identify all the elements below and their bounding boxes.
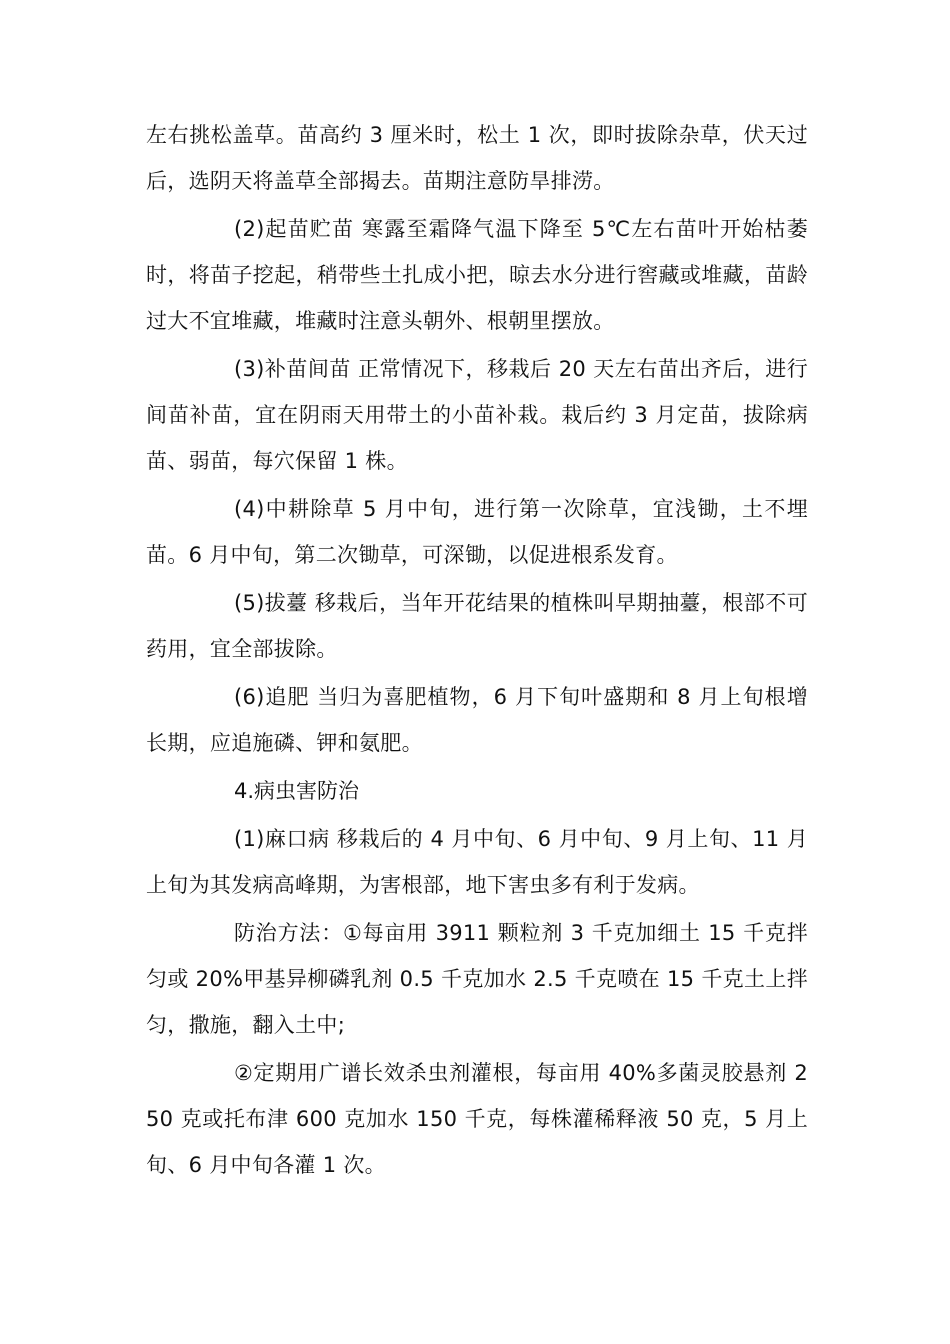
paragraph-top-dressing: (6)追肥 当归为喜肥植物，6 月下旬叶盛期和 8 月上旬根增长期，应追施磷、钾和氨肥。	[146, 685, 808, 755]
paragraph-control-method-2: ②定期用广谱长效杀虫剂灌根，每亩用 40%多菌灵胶悬剂 250 克或托布津 600 克加水 150 千克，每株灌稀释液 50 克，5 月上旬、6 月中旬各灌 1 次。	[146, 1061, 808, 1177]
document-body	[146, 112, 808, 1190]
paragraph-control-method-1: 防治方法：①每亩用 3911 颗粒剂 3 千克加细土 15 千克拌匀或 20%甲基异柳磷乳剂 0.5 千克加水 2.5 千克喷在 15 千克土上拌匀，撒施，翻入土中;	[146, 921, 808, 1037]
paragraph-cultivation-weeding: (4)中耕除草 5 月中旬，进行第一次除草，宜浅锄，土不埋苗。6 月中旬，第二次锄草，可深锄，以促进根系发育。	[146, 497, 808, 567]
section-heading-pest-control: 4.病虫害防治	[234, 779, 360, 803]
paragraph-bolting-removal: (5)拔薹 移栽后，当年开花结果的植株叫早期抽薹，根部不可药用，宜全部拔除。	[146, 591, 808, 661]
paragraph-replanting-thinning: (3)补苗间苗 正常情况下，移栽后 20 天左右苗出齐后，进行间苗补苗，宜在阴雨天用带土的小苗补栽。栽后约 3 月定苗，拔除病苗、弱苗，每穴保留 1 株。	[146, 357, 808, 473]
paragraph-seedling-care: 左右挑松盖草。苗高约 3 厘米时，松土 1 次，即时拔除杂草，伏天过后，选阴天将盖草全部揭去。苗期注意防旱排涝。	[146, 123, 808, 193]
paragraph-lifting-storing-seedlings: (2)起苗贮苗 寒露至霜降气温下降至 5℃左右苗叶开始枯萎时，将苗子挖起，稍带些土扎成小把，晾去水分进行窖藏或堆藏，苗龄过大不宜堆藏，堆藏时注意头朝外、根朝里摆放。	[146, 217, 808, 333]
paragraph-makou-disease: (1)麻口病 移栽后的 4 月中旬、6 月中旬、9 月上旬、11 月上旬为其发病高峰期，为害根部，地下害虫多有利于发病。	[146, 827, 808, 897]
